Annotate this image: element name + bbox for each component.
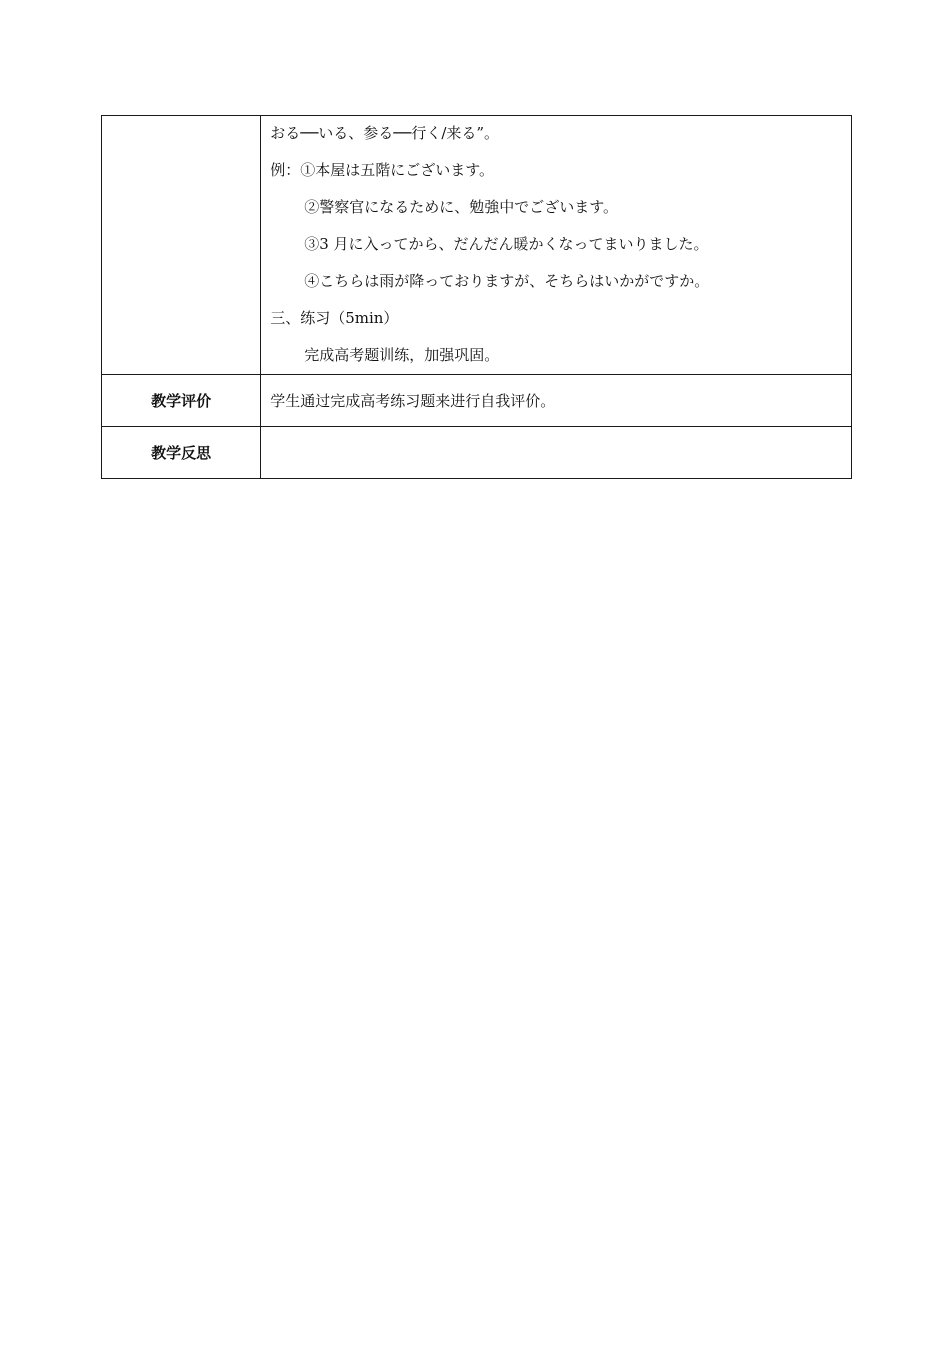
example-line-1: 例：①本屋は五階にございます。 [270,161,495,179]
evaluation-label: 教学评价 [102,375,261,427]
example-line-4: ④こちらは雨が降っておりますが、そちらはいかがですか。 [304,272,710,290]
keigo-verb-pairs-line: おる──いる、参る──行く/来る”。 [270,124,500,142]
lesson-plan-table [101,115,852,479]
reflection-label: 教学反思 [102,427,261,479]
example-line-2: ②警察官になるために、勉強中でございます。 [304,198,619,216]
practice-heading: 三、练习（5min） [270,309,399,327]
continued-label-cell [102,116,261,375]
continued-content-cell [261,116,852,375]
reflection-row [102,427,852,479]
practice-instruction: 完成高考题训练，加强巩固。 [304,346,500,364]
evaluation-text: 学生通过完成高考练习题来进行自我评价。 [261,375,852,427]
reflection-text [261,427,852,479]
evaluation-row [102,375,852,427]
continued-content-row [102,116,852,375]
example-line-3: ③3 月に入ってから、だんだん暖かくなってまいりました。 [304,235,709,253]
